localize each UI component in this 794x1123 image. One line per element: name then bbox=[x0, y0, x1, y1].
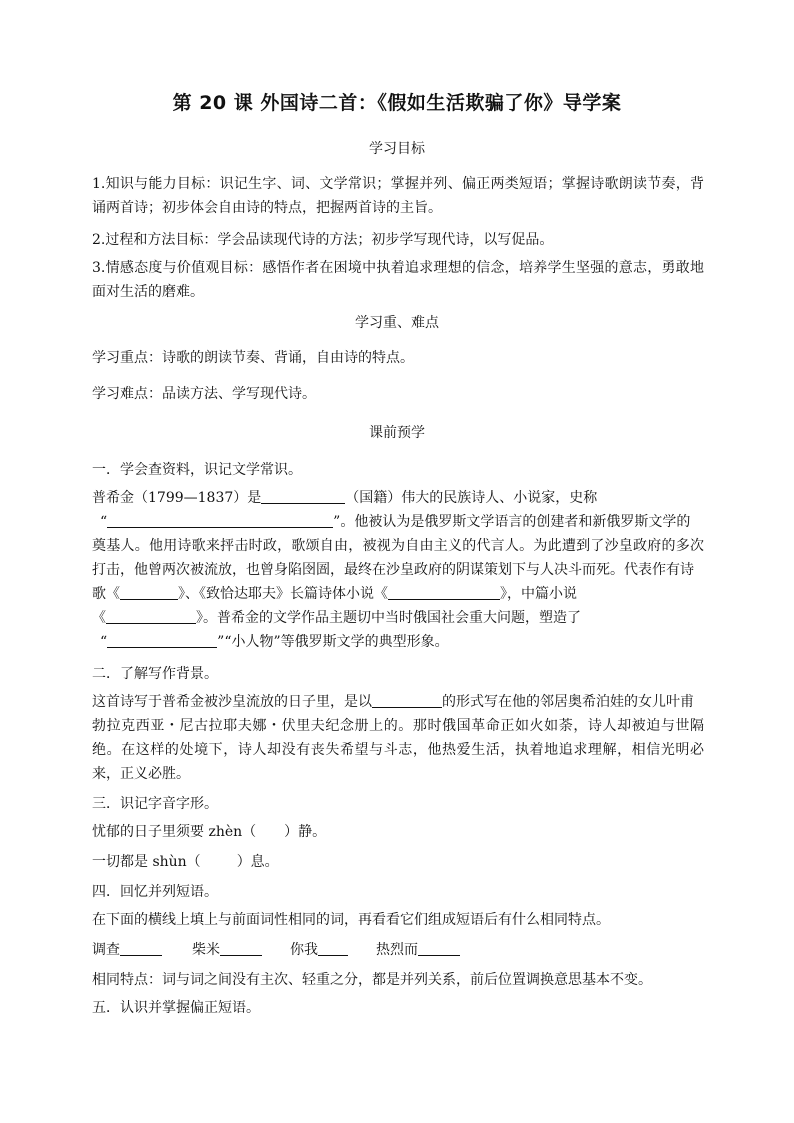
fill-blank-poem[interactable] bbox=[120, 585, 178, 600]
section-1-body: 奠基人。他用诗歌来抨击时政，歌颂自由，被视为自由主义的代言人。为此遭到了沙皇政府的多次打击，他曾两次被流放，也曾身陷囹圄，最终在沙皇政府的阴谋策划下与人决斗而死。代表作有诗 bbox=[92, 538, 704, 578]
word-2: 柴米 bbox=[192, 942, 220, 958]
section-4-common: 相同特点：词与词之间没有主次、轻重之分，都是并列关系，前后位置调换意思基本不变。 bbox=[92, 972, 652, 988]
section-1-line-5 bbox=[92, 582, 712, 606]
word-4: 热烈而 bbox=[376, 942, 418, 958]
text: 普希金（1799—1837）是 bbox=[92, 490, 262, 506]
fill-blank-novel[interactable] bbox=[388, 585, 500, 600]
text: ”。他被认为是俄罗斯文学语言的创建者和新俄罗斯文学的 bbox=[333, 514, 691, 530]
fill-blank-word-2[interactable] bbox=[220, 941, 262, 956]
section-2-body: 勃拉克西亚・尼古拉耶夫娜・伏里夫纪念册上的。那时俄国革命正如火如荼，诗人却被迫与世隔绝。在这样的处境下，诗人却没有丧失希望与斗志，他热爱生活，执着地追求理解，相信光明必来，正义必胜。 bbox=[92, 718, 704, 782]
text: 》，中篇小说 bbox=[500, 586, 577, 602]
text: “ bbox=[100, 514, 108, 530]
section-3-title: 三．识记字音字形。 bbox=[92, 796, 218, 812]
section-1-line-1 bbox=[92, 486, 712, 510]
text: 》。普希金的文学作品主题切中当时俄国社会重大问题，塑造了 bbox=[196, 610, 581, 626]
word-3: 你我 bbox=[290, 942, 318, 958]
focus-text: 学习重点：诗歌的朗读节奏、背诵，自由诗的特点。 bbox=[92, 350, 414, 366]
fill-blank-title[interactable] bbox=[107, 513, 333, 528]
fill-blank-word-3[interactable] bbox=[318, 941, 348, 956]
objective-item-1: 1.知识与能力目标：识记生字、词、文学常识；掌握并列、偏正两类短语；掌握诗歌朗读节奏，背诵两首诗；初步体会自由诗的特点，把握两首诗的主旨。 bbox=[92, 176, 704, 216]
fill-blank-word-1[interactable] bbox=[120, 941, 162, 956]
fill-blank-character[interactable] bbox=[107, 633, 217, 648]
section-5-title: 五．认识并掌握偏正短语。 bbox=[92, 1000, 260, 1016]
preview-heading: 课前预学 bbox=[369, 425, 425, 441]
section-3-line-2 bbox=[92, 850, 712, 874]
text: ）静。 bbox=[284, 824, 327, 840]
keypoints-heading: 学习重、难点 bbox=[355, 315, 439, 331]
objective-item-3: 3.情感态度与价值观目标：感悟作者在困境中执着追求理想的信念，培养学生坚强的意志，勇敢地面对生活的磨难。 bbox=[92, 260, 704, 300]
section-1-title: 一．学会查资料，识记文学常识。 bbox=[92, 462, 302, 478]
text: ）息。 bbox=[236, 854, 279, 870]
text: （国籍）伟大的民族诗人、小说家，史称 bbox=[345, 490, 598, 506]
objectives-heading: 学习目标 bbox=[369, 141, 425, 157]
section-4-instruction: 在下面的横线上填上与前面词性相同的词，再看看它们组成短语后有什么相同特点。 bbox=[92, 912, 610, 928]
text: 一切都是 shùn（ bbox=[92, 854, 201, 870]
section-2-line-1 bbox=[92, 690, 712, 714]
text: 的形式写在他的邻居奥希泊娃的女儿叶甫 bbox=[442, 694, 694, 710]
objective-item-2: 2.过程和方法目标：学会品读现代诗的方法；初步学写现代诗，以写促品。 bbox=[92, 232, 554, 248]
text: 》、《致恰达耶夫》长篇诗体小说《 bbox=[178, 586, 388, 602]
section-1-line-6 bbox=[92, 606, 712, 630]
section-3-line-1 bbox=[92, 820, 712, 844]
fill-blank-novella[interactable] bbox=[106, 609, 196, 624]
fill-blank-nationality[interactable] bbox=[261, 489, 345, 504]
text: 忧郁的日子里须要 zhèn（ bbox=[92, 824, 257, 840]
section-1-line-2 bbox=[100, 510, 720, 534]
text: 这首诗写于普希金被沙皇流放的日子里，是以 bbox=[92, 694, 372, 710]
section-4-word-blanks bbox=[92, 938, 712, 962]
word-1: 调查 bbox=[92, 942, 120, 958]
text: 《 bbox=[92, 610, 106, 626]
section-1-line-7 bbox=[100, 630, 720, 654]
fill-blank-word-4[interactable] bbox=[418, 941, 460, 956]
text: ”“小人物”等俄罗斯文学的典型形象。 bbox=[217, 634, 449, 650]
section-2-title: 二．了解写作背景。 bbox=[92, 666, 218, 682]
fill-blank-form[interactable] bbox=[372, 693, 442, 708]
text: “ bbox=[100, 634, 108, 650]
section-4-title: 四．回忆并列短语。 bbox=[92, 884, 218, 900]
page-title: 第 20 课 外国诗二首：《假如生活欺骗了你》导学案 bbox=[172, 92, 622, 114]
text: 歌《 bbox=[92, 586, 120, 602]
difficulty-text: 学习难点：品读方法、学写现代诗。 bbox=[92, 386, 316, 402]
